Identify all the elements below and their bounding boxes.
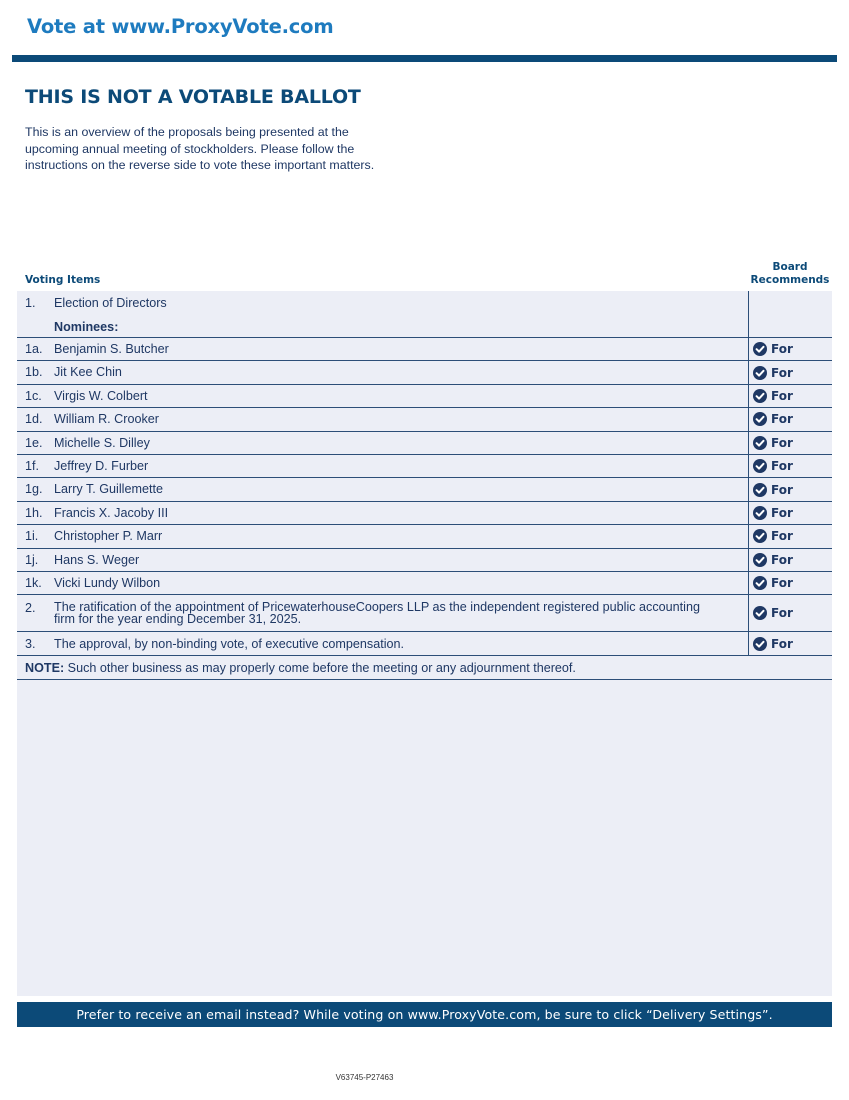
nominees-label-row <box>17 315 832 338</box>
nominee-name: Michelle S. Dilley <box>54 435 150 450</box>
check-circle-icon <box>753 389 767 403</box>
board-recommendation <box>748 338 832 360</box>
overview-line: upcoming annual meeting of stockholders. Please follow the <box>25 141 355 156</box>
item-number: 1i. <box>25 529 39 544</box>
nominee-row <box>17 478 832 501</box>
nominee-row <box>17 361 832 384</box>
item-text-line: The ratification of the appointment of PricewaterhouseCoopers LLP as the independent registered public accounting <box>54 600 700 615</box>
check-circle-icon <box>753 606 767 620</box>
nominees-label: Nominees: <box>54 320 119 334</box>
page-title: THIS IS NOT A VOTABLE BALLOT <box>25 86 361 108</box>
overview-text <box>25 124 425 174</box>
item-number: 1c. <box>25 388 42 403</box>
nominee-name: Jit Kee Chin <box>54 365 122 380</box>
voting-items-header: Voting Items <box>25 274 101 286</box>
proposal-2-row <box>17 595 832 632</box>
board-recommendation <box>748 502 832 524</box>
item-text-line: firm for the year ending December 31, 2025. <box>54 611 302 626</box>
board-recommendation <box>748 632 832 655</box>
nominee-name: Christopher P. Marr <box>54 529 163 544</box>
board-recommendation <box>748 595 832 631</box>
board-recommendation <box>748 572 832 594</box>
recommendation-label: For <box>771 482 793 497</box>
note-row <box>17 656 832 680</box>
board-recommendation <box>748 432 832 454</box>
board-recommendation <box>748 478 832 500</box>
board-recommendation <box>748 408 832 430</box>
proxyvote-link[interactable]: Vote at www.ProxyVote.com <box>27 15 334 38</box>
email-delivery-text: Prefer to receive an email instead? While voting on www.ProxyVote.com, be sure to click “Delivery Settings”. <box>76 1007 773 1022</box>
check-circle-icon <box>753 637 767 651</box>
nominee-name: Larry T. Guillemette <box>54 482 163 497</box>
item-number: 1k. <box>25 575 42 590</box>
voting-items-table <box>17 291 832 680</box>
nominee-row <box>17 432 832 455</box>
check-circle-icon <box>753 342 767 356</box>
item-number: 1a. <box>25 342 43 356</box>
recommendation-label: For <box>771 606 793 621</box>
board-recommendation <box>748 385 832 407</box>
check-circle-icon <box>753 576 767 590</box>
election-row <box>17 291 832 315</box>
rec-cell-empty <box>748 315 832 337</box>
nominee-name: Jeffrey D. Furber <box>54 458 149 473</box>
email-delivery-banner <box>17 1002 832 1027</box>
check-circle-icon <box>753 436 767 450</box>
nominee-row <box>17 385 832 408</box>
item-number: 1b. <box>25 365 43 380</box>
board-recommendation <box>748 549 832 571</box>
item-text: Election of Directors <box>54 296 167 310</box>
check-circle-icon <box>753 506 767 520</box>
item-number: 1j. <box>25 552 39 567</box>
nominee-name: Francis X. Jacoby III <box>54 505 169 520</box>
item-number: 1g. <box>25 482 43 497</box>
recommends-header-line: Recommends <box>750 274 830 286</box>
recommendation-label: For <box>771 529 793 544</box>
nominee-name: Hans S. Weger <box>54 552 140 567</box>
overview-line: This is an overview of the proposals being presented at the <box>25 125 349 139</box>
recommendation-label: For <box>771 505 793 520</box>
nominee-name: Vicki Lundy Wilbon <box>54 575 161 590</box>
item-number: 1. <box>25 296 36 310</box>
note-text <box>25 661 576 675</box>
recommendation-label: For <box>771 435 793 450</box>
note-label: NOTE: <box>25 661 65 676</box>
document-code: V63745-P27463 <box>335 1073 394 1082</box>
item-text: The approval, by non-binding vote, of executive compensation. <box>54 637 405 652</box>
recommendation-label: For <box>771 636 793 651</box>
check-circle-icon <box>753 483 767 497</box>
nominee-row <box>17 502 832 525</box>
rec-cell-empty <box>748 291 832 315</box>
nominee-name: Benjamin S. Butcher <box>54 342 169 356</box>
recommendation-label: For <box>771 576 793 591</box>
recommendation-label: For <box>771 552 793 567</box>
item-number: 1h. <box>25 505 43 520</box>
note-body: Such other business as may properly come before the meeting or any adjournment thereof. <box>64 661 576 676</box>
overview-line: instructions on the reverse side to vote these important matters. <box>25 158 375 172</box>
proposal-3-row <box>17 632 832 656</box>
nominee-row <box>17 549 832 572</box>
board-header-line: Board <box>772 261 808 273</box>
recommendation-label: For <box>771 342 793 357</box>
check-circle-icon <box>753 366 767 380</box>
check-circle-icon <box>753 553 767 567</box>
check-circle-icon <box>753 529 767 543</box>
item-number: 2. <box>25 601 36 616</box>
recommendation-label: For <box>771 365 793 380</box>
nominee-name: William R. Crooker <box>54 412 159 427</box>
nominee-row <box>17 338 832 361</box>
recommendation-label: For <box>771 412 793 427</box>
check-circle-icon <box>753 459 767 473</box>
header-rule <box>12 55 837 62</box>
recommendation-label: For <box>771 459 793 474</box>
recommendation-label: For <box>771 388 793 403</box>
item-number: 3. <box>25 637 36 652</box>
item-number: 1f. <box>25 458 40 473</box>
nominee-row <box>17 572 832 595</box>
nominee-row <box>17 408 832 431</box>
check-circle-icon <box>753 412 767 426</box>
board-recommendation <box>748 525 832 547</box>
nominee-name: Virgis W. Colbert <box>54 388 148 403</box>
board-recommendation <box>748 455 832 477</box>
item-number: 1d. <box>25 412 43 427</box>
item-number: 1e. <box>25 435 43 450</box>
nominee-row <box>17 455 832 478</box>
board-recommends-header <box>749 261 831 287</box>
item-text <box>54 602 744 625</box>
nominee-row <box>17 525 832 548</box>
board-recommendation <box>748 361 832 383</box>
